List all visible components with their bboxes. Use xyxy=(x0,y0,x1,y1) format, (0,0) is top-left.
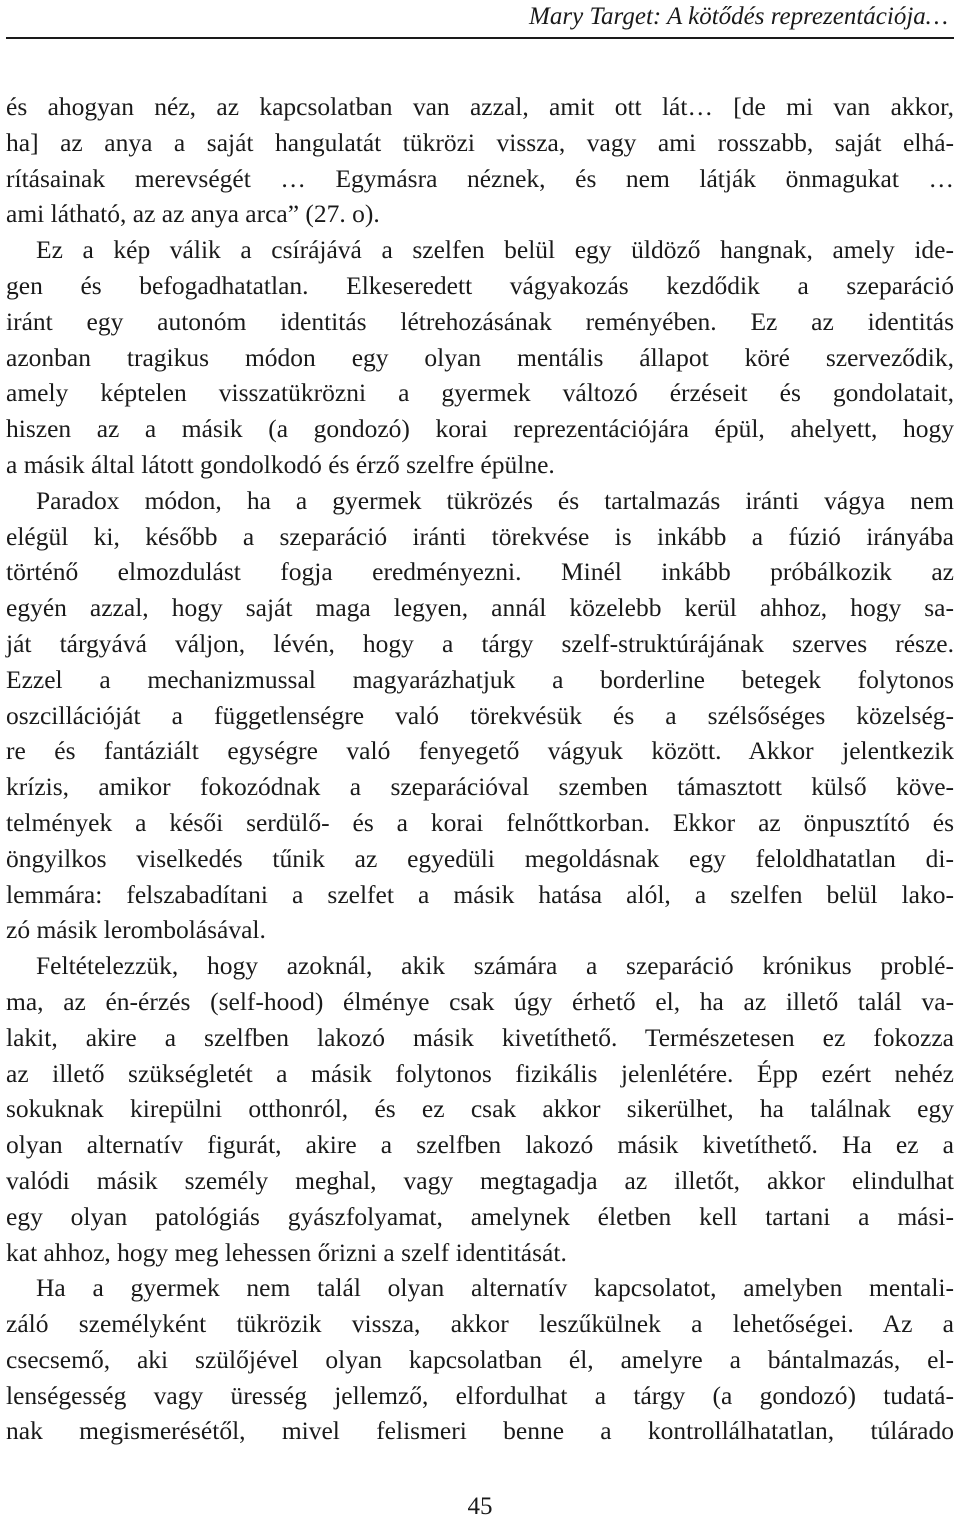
text-line: ha] az anya a saját hangulatát tükrözi vissza, vagy ami rosszabb, saját elhá- xyxy=(6,127,954,157)
text-line: Feltételezzük, hogy azoknál, akik számára a szeparáció krónikus problé- xyxy=(36,951,954,981)
text-line: re és fantáziált egységre való fenyegető vágyuk között. Akkor jelentkezik xyxy=(6,736,954,766)
text-line: Paradox módon, ha a gyermek tükrözés és tartalmazás iránti vágya nem xyxy=(36,485,954,515)
running-header: Mary Target: A kötődés reprezentációja… xyxy=(529,3,948,30)
text-line: ami látható, az az anya arca” (27. o). xyxy=(6,199,380,229)
text-line: azonban tragikus módon egy olyan mentális állapot köré szerveződik, xyxy=(6,342,954,372)
text-line: valódi másik személy meghal, vagy megtagadja az illetőt, akkor elindulhat xyxy=(6,1165,954,1195)
text-line: rításainak merevségét … Egymásra néznek, és nem látják önmagukat … xyxy=(6,163,954,193)
body-text xyxy=(6,89,954,1449)
text-line: lenségesség vagy üresség jellemző, elfordulhat a tárgy (a gondozó) tudatá- xyxy=(6,1380,954,1410)
text-line: hiszen az a másik (a gondozó) korai reprezentációjára épül, ahelyett, hogy xyxy=(6,414,954,444)
text-line: telmények a késői serdülő- és a korai felnőttkorban. Ekkor az önpusztító és xyxy=(6,807,954,837)
text-line: egyén azzal, hogy saját maga legyen, annál közelebb kerül ahhoz, hogy sa- xyxy=(6,593,954,623)
text-line: krízis, amikor fokozódnak a szeparációval szemben támasztott külső köve- xyxy=(6,772,954,802)
page-number: 45 xyxy=(467,1493,493,1520)
text-line: záló személyként tükrözik vissza, akkor leszűkülnek a lehetőségei. Az a xyxy=(6,1309,954,1339)
text-line: iránt egy autonóm identitás létrehozásának reményében. Ez az identitás xyxy=(6,306,954,336)
text-line: öngyilkos viselkedés tűnik az egyedüli megoldásnak egy feloldhatatlan di- xyxy=(6,843,954,873)
text-line: amely képtelen visszatükrözni a gyermek változó érzéseit és gondolatait, xyxy=(6,378,954,408)
text-line: a másik által látott gondolkodó és érző szelfre épülne. xyxy=(6,449,555,479)
text-line: lakit, akire a szelfben lakozó másik kivetíthető. Természetesen ez fokozza xyxy=(6,1022,954,1052)
text-line: az illető szükségletét a másik folytonos fizikális jelenlétére. Épp ezért nehéz xyxy=(6,1058,954,1088)
text-line: nak megismerésétől, mivel felismeri benne a kontrollálhatatlan, túlárado xyxy=(6,1416,954,1446)
text-line: Ez a kép válik a csírájává a szelfen belül egy üldöző hangnak, amely ide- xyxy=(36,235,954,265)
header-rule xyxy=(6,37,954,39)
text-line: elégül ki, később a szeparáció iránti törekvése is inkább a fúzió irányába xyxy=(6,521,954,551)
text-line: zó másik lerombolásával. xyxy=(6,915,266,945)
text-line: olyan alternatív figurát, akire a szelfben lakozó másik kivetíthető. Ha ez a xyxy=(6,1130,954,1160)
text-line: lemmára: felszabadítani a szelfet a másik hatása alól, a szelfen belül lako- xyxy=(6,879,954,909)
text-line: és ahogyan néz, az kapcsolatban van azzal, amit ott lát… [de mi van akkor, xyxy=(6,92,954,121)
text-line: egy olyan patológiás gyászfolyamat, amelynek életben kell tartani a mási- xyxy=(6,1201,954,1231)
text-line: ma, az én-érzés (self-hood) élménye csak úgy érhető el, ha az illető talál va- xyxy=(6,986,954,1016)
text-line: kat ahhoz, hogy meg lehessen őrizni a szelf identitását. xyxy=(6,1237,567,1267)
text-line: sokuknak kirepülni otthonról, és ez csak akkor sikerülhet, ha találnak egy xyxy=(6,1094,954,1124)
text-line: Ha a gyermek nem talál olyan alternatív kapcsolatot, amelyben mentali- xyxy=(36,1273,954,1303)
text-line: oszcillációját a függetlenségre való törekvésük és a szélsőséges közelség- xyxy=(6,700,954,730)
text-line: csecsemő, aki szülőjével olyan kapcsolatban él, amelyre a bántalmazás, el- xyxy=(6,1344,954,1374)
text-line: ját tárgyává váljon, lévén, hogy a tárgy szelf-struktúrájának szerves része. xyxy=(6,628,954,658)
text-line: gen és befogadhatatlan. Elkeseredett vágyakozás kezdődik a szeparáció xyxy=(6,270,954,300)
text-line: történő elmozdulást fogja eredményezni. Minél inkább próbálkozik az xyxy=(6,557,954,587)
text-line: Ezzel a mechanizmussal magyarázhatjuk a borderline betegek folytonos xyxy=(6,664,954,694)
